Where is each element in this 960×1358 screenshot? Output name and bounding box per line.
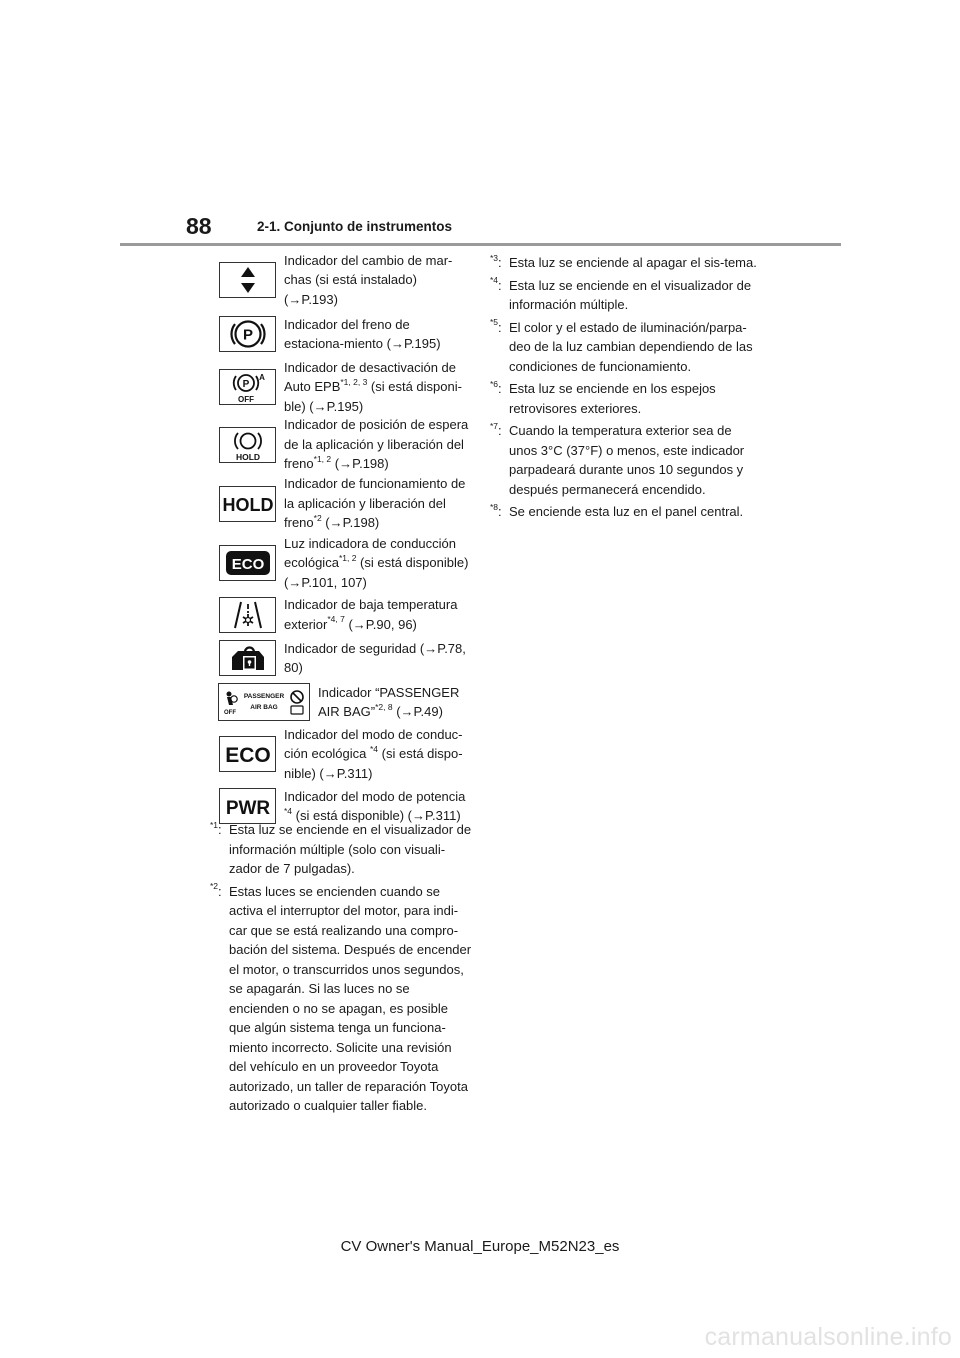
indicator-desc: Indicador de seguridad (→P.78, 80)	[284, 640, 466, 675]
svg-text:ECO: ECO	[224, 744, 271, 767]
indicator-row-auto-epb	[210, 358, 472, 416]
page-number: 88	[186, 213, 212, 239]
indicator-row-eco-driving	[210, 534, 472, 592]
eco-driving-icon	[219, 545, 276, 581]
section-title: 2-1. Conjunto de instrumentos	[257, 219, 453, 234]
svg-text:OFF: OFF	[237, 395, 254, 404]
low-outside-temp-icon	[219, 597, 276, 633]
parking-brake-icon	[219, 316, 276, 352]
indicator-desc: Indicador de desactivación de Auto EPB$^{*1, 2, 3}$ (si está disponi-ble) (→P.195)	[284, 359, 462, 414]
indicator-desc: Indicador de funcionamiento de la aplicación y liberación del freno$^{*2}$ (→P.198)	[284, 476, 466, 531]
svg-text:P: P	[242, 379, 249, 390]
indicator-desc: Indicador del cambio de mar-chas (si está instalado) (→P.193)	[284, 252, 453, 307]
footnote: $^{*8}$: Se enciende esta luz en el panel central.	[490, 501, 744, 519]
indicator-row-passenger-airbag	[210, 679, 472, 725]
indicator-row-eco-mode	[210, 725, 472, 783]
watermark[interactable]: carmanualsonline.info	[704, 1323, 952, 1351]
svg-text:P: P	[242, 326, 253, 344]
footnote: $^{*1}$: Esta luz se enciende en el visualizador de información múltiple (solo con visuali-zador de 7 pulgadas).	[210, 819, 472, 876]
eco-mode-icon	[219, 736, 276, 772]
security-icon	[219, 640, 276, 676]
svg-text:HOLD: HOLD	[235, 451, 260, 462]
footnote: $^{*4}$: Esta luz se enciende en el visualizador de información múltiple.	[490, 275, 752, 312]
footnote: $^{*3}$: Esta luz se enciende al apagar el sis-tema.	[490, 252, 757, 270]
shift-position-icon	[219, 262, 276, 298]
svg-text:PASSENGER: PASSENGER	[243, 693, 285, 700]
svg-text:AIR BAG: AIR BAG	[250, 704, 278, 711]
indicator-desc: Indicador “PASSENGER AIR BAG”$^{*2, 8}$ (→P.49)	[318, 684, 460, 719]
indicator-list	[210, 250, 472, 829]
footnotes-left	[210, 820, 472, 1119]
indicator-row-brake-hold-operated	[210, 473, 472, 534]
footnotes-right	[490, 253, 760, 525]
auto-epb-off-icon	[219, 369, 276, 405]
indicator-desc: Indicador de baja temperatura exterior$^{*4, 7}$ (→P.90, 96)	[284, 597, 458, 632]
footnote: $^{*2}$: Estas luces se encienden cuando se activa el interruptor del motor, para indi-car que se está realizando una compro-bación del sistema. Después de encender el motor, o transcurridos unos segundos, se apagarán. Si las luces no se encienden o no se apagan, es posible que algún sistema tenga un funciona-miento incorrecto. Solicite una revisión del vehículo en un proveedor Toyota autorizado, un taller de reparación Toyota autorizado o cualquier taller fiable.	[210, 881, 472, 1113]
manual-title-footer: CV Owner's Manual_Europe_M52N23_es	[340, 1238, 620, 1255]
svg-text:ECO: ECO	[231, 556, 264, 573]
svg-text:PWR: PWR	[225, 798, 270, 819]
brake-hold-operated-icon	[219, 486, 276, 522]
indicator-desc: Luz indicadora de conducción ecológica$^{*1, 2}$ (si está disponible) (→P.101, 107)	[284, 535, 469, 590]
passenger-airbag-icon	[218, 683, 310, 721]
indicator-row-low-temp	[210, 592, 472, 637]
svg-text:A: A	[258, 373, 265, 382]
brake-hold-standby-icon	[219, 427, 276, 463]
indicator-desc: Indicador de posición de espera de la aplicación y liberación del freno$^{*1, 2}$ (→P.198)	[284, 417, 469, 472]
footnote: $^{*5}$: El color y el estado de iluminación/parpa-deo de la luz cambian dependiendo de las condiciones de funcionamiento.	[490, 317, 753, 374]
indicator-desc: Indicador del modo de potencia $^{*4}$ (si está disponible) (→P.311)	[284, 788, 466, 823]
indicator-desc: Indicador del modo de conduc-ción ecológica $^{*4}$ (si está dispo-nible) (→P.311)	[284, 726, 463, 781]
footnote: $^{*6}$: Esta luz se enciende en los espejos retrovisores exteriores.	[490, 378, 716, 416]
indicator-row-shift	[210, 250, 472, 310]
power-mode-icon	[219, 788, 276, 824]
indicator-row-security	[210, 637, 472, 679]
indicator-row-brake-hold-standby	[210, 416, 472, 473]
header-rule	[120, 243, 841, 246]
svg-text:OFF: OFF	[224, 710, 236, 716]
footnote: $^{*7}$: Cuando la temperatura exterior sea de unos 3°C (37°F) o menos, este indicador parpadeará durante unos 10 segundos y después permanecerá encendido.	[490, 420, 745, 497]
svg-text:HOLD: HOLD	[222, 494, 273, 515]
indicator-desc: Indicador del freno de estaciona-miento (→P.195)	[284, 316, 441, 351]
indicator-row-parking-brake	[210, 310, 472, 358]
